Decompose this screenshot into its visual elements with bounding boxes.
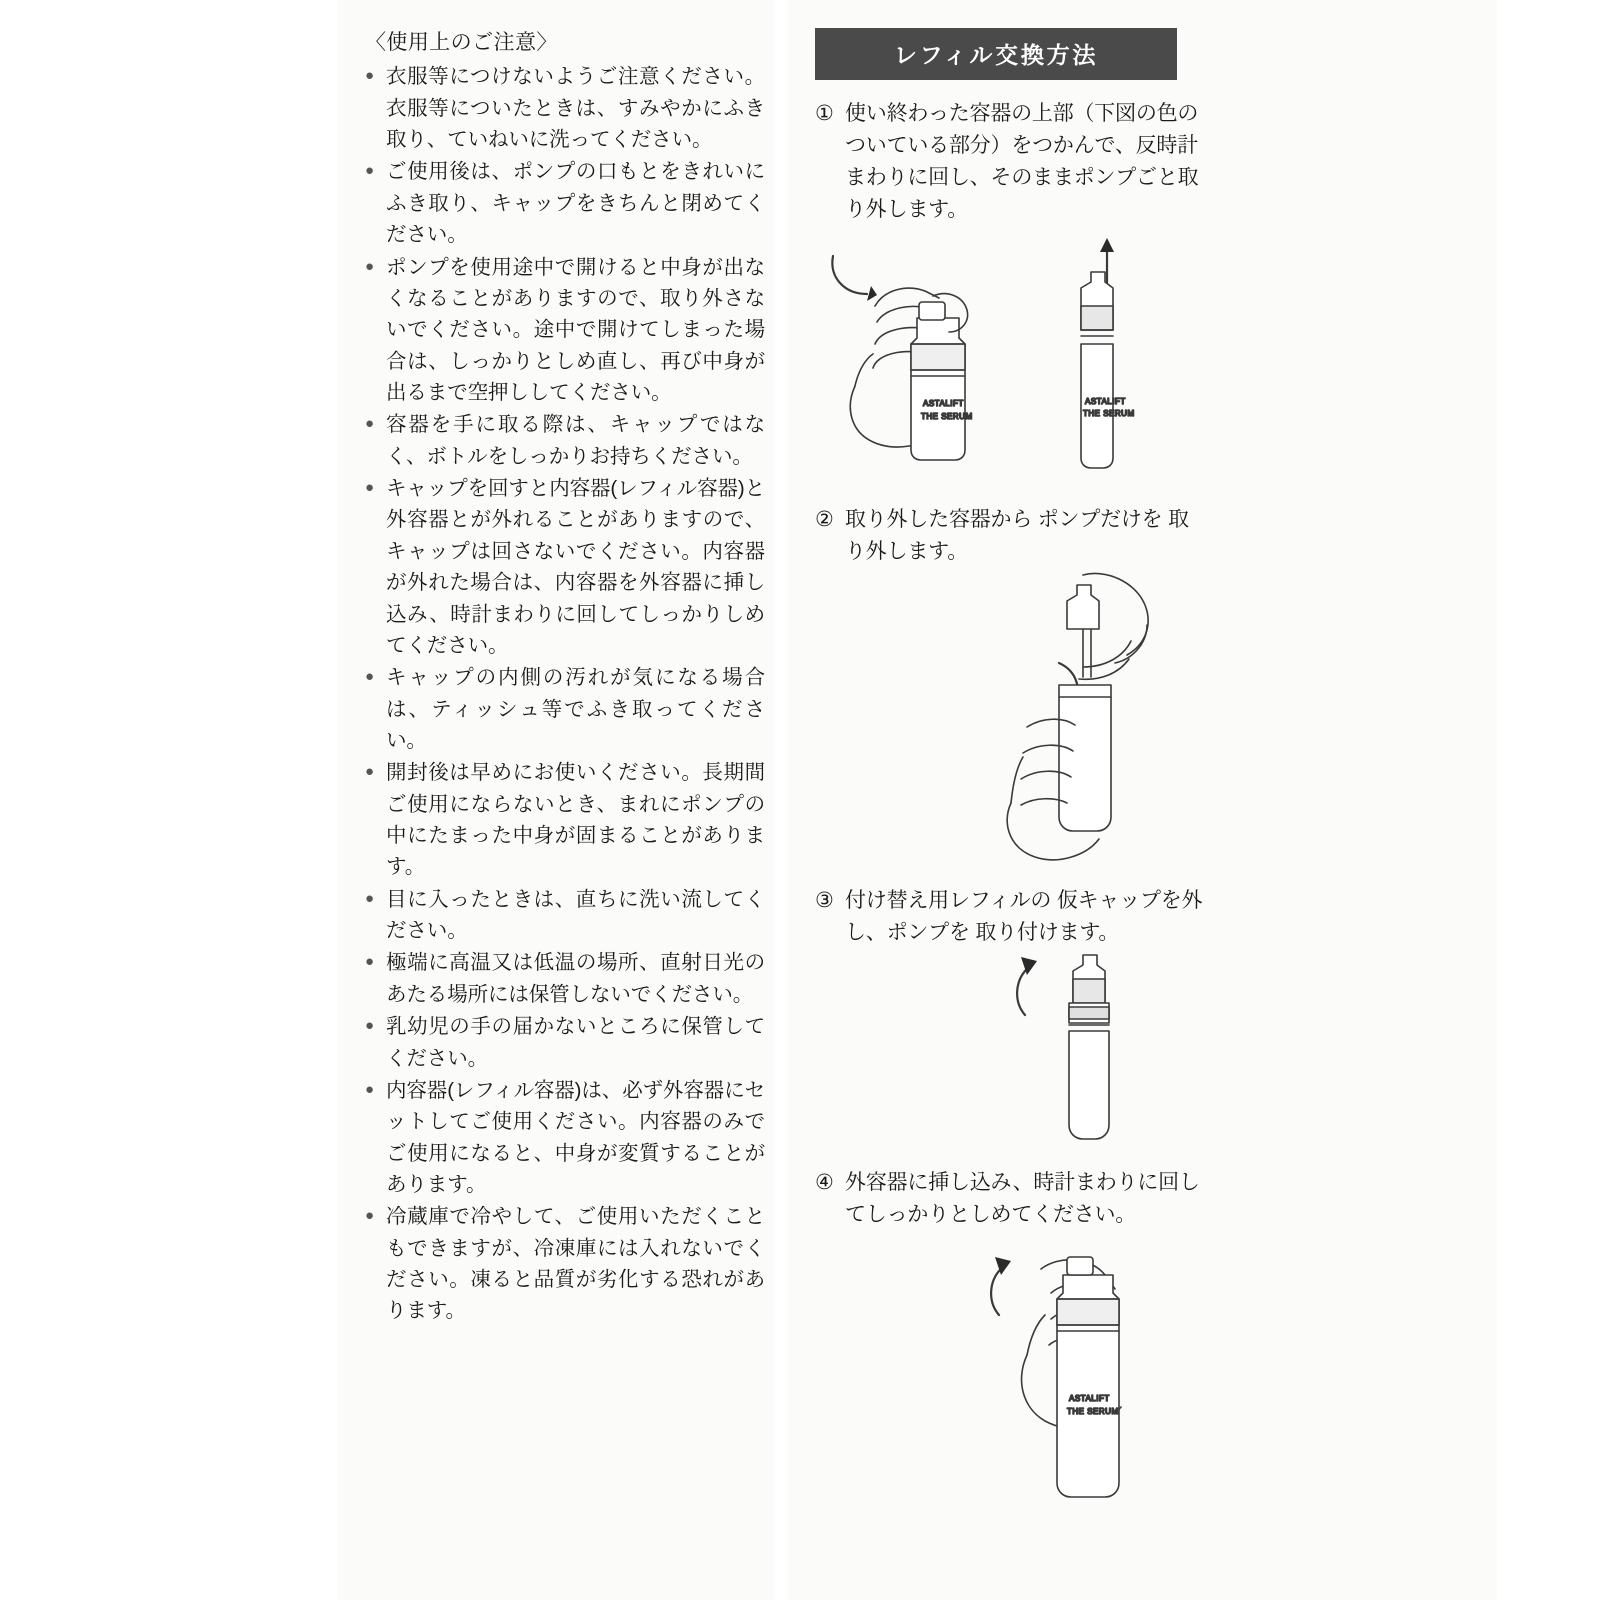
step-4-text: 外容器に挿し込み、時計まわりに回してしっかりとしめてください。 [845, 1171, 1200, 1227]
step-3-illustration [815, 949, 1205, 1149]
step-2-text-wrap [815, 504, 1205, 568]
step-3-text: 付け替え用レフィルの 仮キャップを外し、ポンプを 取り付けます。 [845, 889, 1203, 945]
bottle-brand-label: ASTALIFT [923, 398, 964, 408]
step-3-number: ③ [815, 889, 834, 913]
refill-step-1 [815, 98, 1205, 486]
step-1-text: 使い終わった容器の上部（下図の色のついている部分）をつかんで、反時計まわりに回し、そのままポンプごと取り外します。 [845, 102, 1199, 221]
step-1-number: ① [815, 102, 834, 125]
list-item: ● 内容器(レフィル容器)は、必ず外容器にセットしてご使用ください。内容器のみでご使用になると、中身が変質することがあります。 [365, 1075, 765, 1200]
step-1-text-wrap [815, 98, 1205, 226]
step-1-illustration [815, 226, 1205, 486]
list-item: ● 目に入ったときは、直ちに洗い流してください。 [365, 884, 765, 947]
refill-step-2 [815, 504, 1205, 868]
refill-header-title: レフィル交換方法 [815, 28, 1177, 80]
svg-text:THE SERUM: THE SERUM [1067, 1407, 1119, 1417]
bottle-product-label: THE SERUM [921, 411, 973, 421]
list-item: ● 乳幼児の手の届かないところに保管してください。 [365, 1011, 765, 1074]
list-item: ● 容器を手に取る際は、キャップではなく、ボトルをしっかりお持ちください。 [365, 409, 765, 472]
refill-step-4 [815, 1167, 1205, 1521]
refill-section [815, 28, 1205, 1521]
list-item: ● キャップの内側の汚れが気になる場合は、ティッシュ等でふき取ってください。 [365, 662, 765, 756]
step-4-figure [815, 1231, 1205, 1521]
step-3-text-wrap [815, 885, 1205, 949]
step-2-text: 取り外した容器から ポンプだけを 取り外します。 [845, 507, 1189, 563]
step-2-illustration [815, 567, 1205, 867]
step-4-text-wrap [815, 1167, 1205, 1231]
cautions-list [365, 61, 765, 1326]
list-item: ● キャップを回すと内容器(レフィル容器)と外容器とが外れることがありますので、キャップは回さないでください。内容器が外れた場合は、内容器を外容器に挿し込み、時計まわりに回してしっかりしめてください。 [365, 473, 765, 661]
list-item: ● ポンプを使用途中で開けると中身が出なくなることがありますので、取り外さないでください。途中で開けてしまった場合は、しっかりとしめ直し、再び中身が出るまで空押ししてください。 [365, 252, 765, 409]
svg-text:ASTALIFT: ASTALIFT [1085, 396, 1126, 406]
list-item: ● ご使用後は、ポンプの口もとをきれいにふき取り、キャップをきちんと閉めてください。 [365, 156, 765, 250]
step-2-number: ② [815, 507, 834, 531]
list-item: ● 冷蔵庫で冷やして、ご使用いただくこともできますが、冷凍庫には入れないでください。凍ると品質が劣化する恐れがあります。 [365, 1201, 765, 1326]
step-2-figure [815, 567, 1205, 867]
step-1-figure [815, 226, 1205, 486]
cautions-title: 〈使用上のご注意〉 [365, 31, 558, 54]
list-item: ● 開封後は早めにお使いください。長期間ご使用にならないとき、まれにポンプの中にたまった中身が固まることがあります。 [365, 757, 765, 882]
list-item: ● 衣服等につけないようご注意ください。衣服等についたときは、すみやかにふき取り、ていねいに洗ってください。 [365, 61, 765, 155]
step-3-figure [815, 949, 1205, 1149]
cautions-section [365, 28, 765, 1328]
svg-text:ASTALIFT: ASTALIFT [1069, 1394, 1110, 1404]
list-item: ● 極端に高温又は低温の場所、直射日光のあたる場所には保管しないでください。 [365, 947, 765, 1010]
step-4-number: ④ [815, 1171, 834, 1195]
refill-step-3 [815, 885, 1205, 1149]
svg-text:THE SERUM: THE SERUM [1083, 408, 1135, 418]
step-4-illustration [815, 1231, 1205, 1521]
